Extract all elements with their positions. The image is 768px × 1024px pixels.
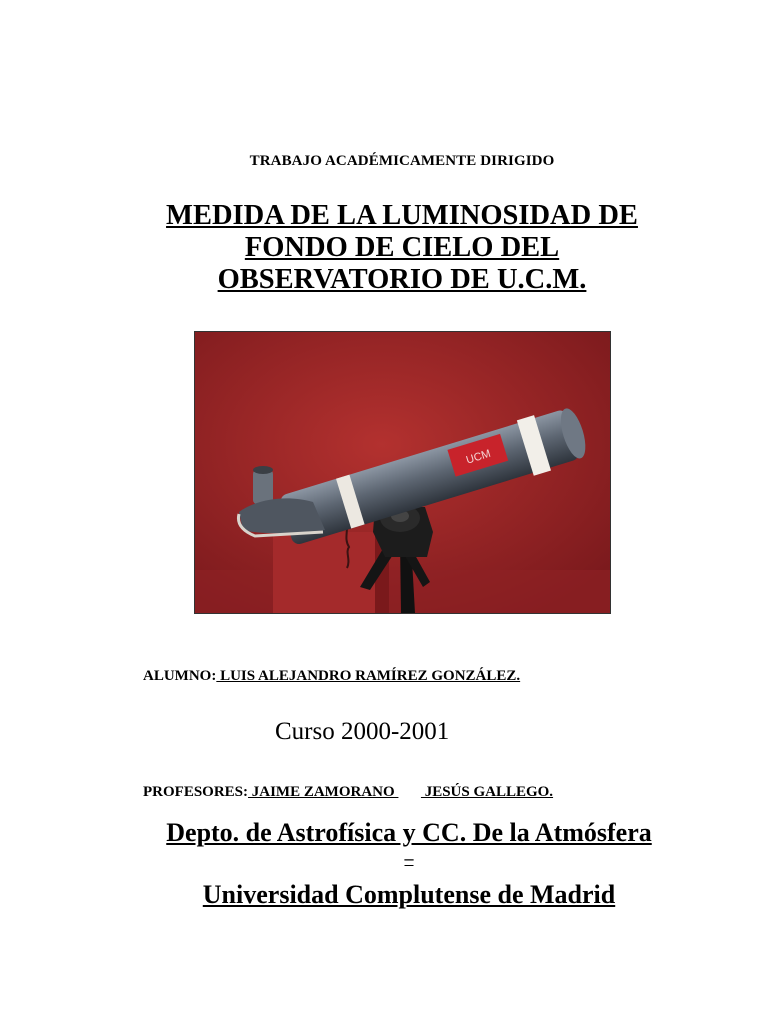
department-separator: – bbox=[404, 848, 414, 868]
student-line bbox=[143, 668, 520, 685]
professor-2: JESÚS GALLEGO. bbox=[420, 784, 554, 800]
student-label: ALUMNO: bbox=[143, 668, 217, 684]
title-line-1: MEDIDA DE LA LUMINOSIDAD DE bbox=[166, 200, 638, 231]
professors-label: PROFESORES: bbox=[143, 784, 249, 800]
department-name: Depto. de Astrofísica y CC. De la Atmósfera bbox=[166, 818, 652, 847]
professors-line bbox=[143, 784, 553, 801]
ucm-tube-label: UCM bbox=[464, 447, 493, 467]
telescope-photo bbox=[194, 331, 611, 614]
student-name: LUIS ALEJANDRO RAMÍREZ GONZÁLEZ. bbox=[216, 668, 521, 684]
professors-gap bbox=[398, 784, 421, 800]
document-title bbox=[0, 200, 768, 296]
course-year: Curso 2000-2001 bbox=[275, 718, 450, 745]
document-subtitle: TRABAJO ACADÉMICAMENTE DIRIGIDO bbox=[249, 153, 555, 169]
university-name: Universidad Complutense de Madrid bbox=[202, 880, 616, 909]
title-line-2: FONDO DE CIELO DEL bbox=[244, 232, 560, 263]
professor-1: JAIME ZAMORANO bbox=[248, 784, 399, 800]
title-line-3: OBSERVATORIO DE U.C.M. bbox=[217, 264, 587, 295]
